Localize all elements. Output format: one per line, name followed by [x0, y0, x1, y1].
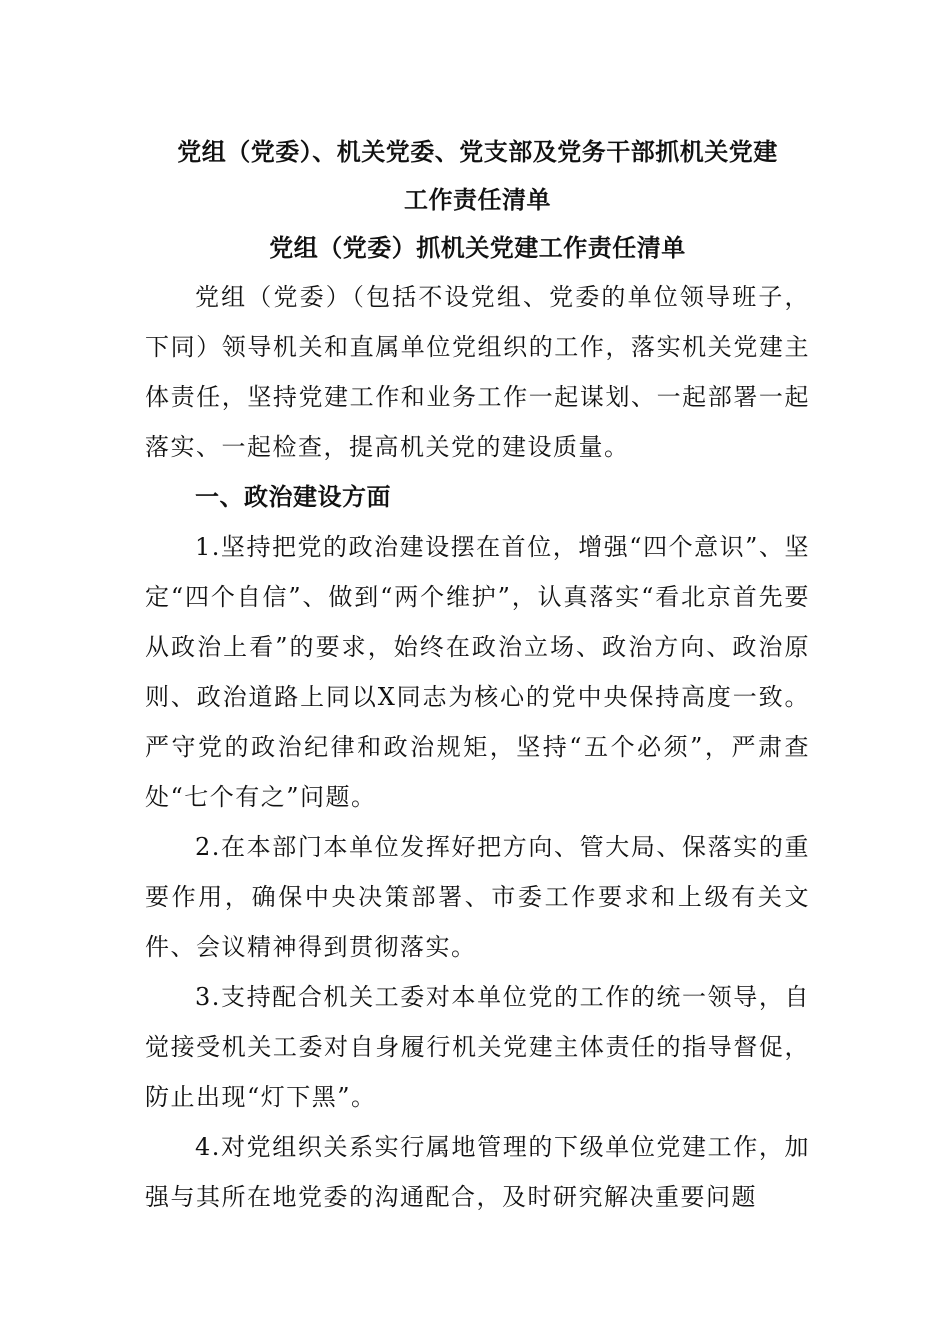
list-item-4: 4.对党组织关系实行属地管理的下级单位党建工作，加强与其所在地党委的沟通配合，及时研究解决重要问题: [145, 1133, 810, 1211]
document-title-line1: 党组（党委）、机关党委、党支部及党务干部抓机关党建: [177, 138, 778, 166]
document-title-line2: 工作责任清单: [404, 186, 551, 214]
list-item-1: 1.坚持把党的政治建设摆在首位，增强“四个意识”、坚定“四个自信”、做到“两个维护”，认真落实“看北京首先要从政治上看”的要求，始终在政治立场、政治方向、政治原则、政治道路上同以X同志为核心的党中央保持高度一致。严守党的政治纪律和政治规矩，坚持“五个必须”，严肃查处“七个有之”问题。: [145, 533, 810, 811]
document-body: [145, 128, 810, 1222]
list-item-3: 3.支持配合机关工委对本单位党的工作的统一领导，自觉接受机关工委对自身履行机关党建主体责任的指导督促，防止出现“灯下黑”。: [145, 983, 810, 1111]
section-heading-political: 一、政治建设方面: [195, 483, 391, 511]
intro-paragraph: 党组（党委）（包括不设党组、党委的单位领导班子，下同）领导机关和直属单位党组织的工作，落实机关党建主体责任，坚持党建工作和业务工作一起谋划、一起部署一起落实、一起检查，提高机关党的建设质量。: [145, 283, 810, 461]
document-subtitle: 党组（党委）抓机关党建工作责任清单: [269, 234, 686, 262]
list-item-2: 2.在本部门本单位发挥好把方向、管大局、保落实的重要作用，确保中央决策部署、市委工作要求和上级有关文件、会议精神得到贯彻落实。: [145, 833, 810, 961]
